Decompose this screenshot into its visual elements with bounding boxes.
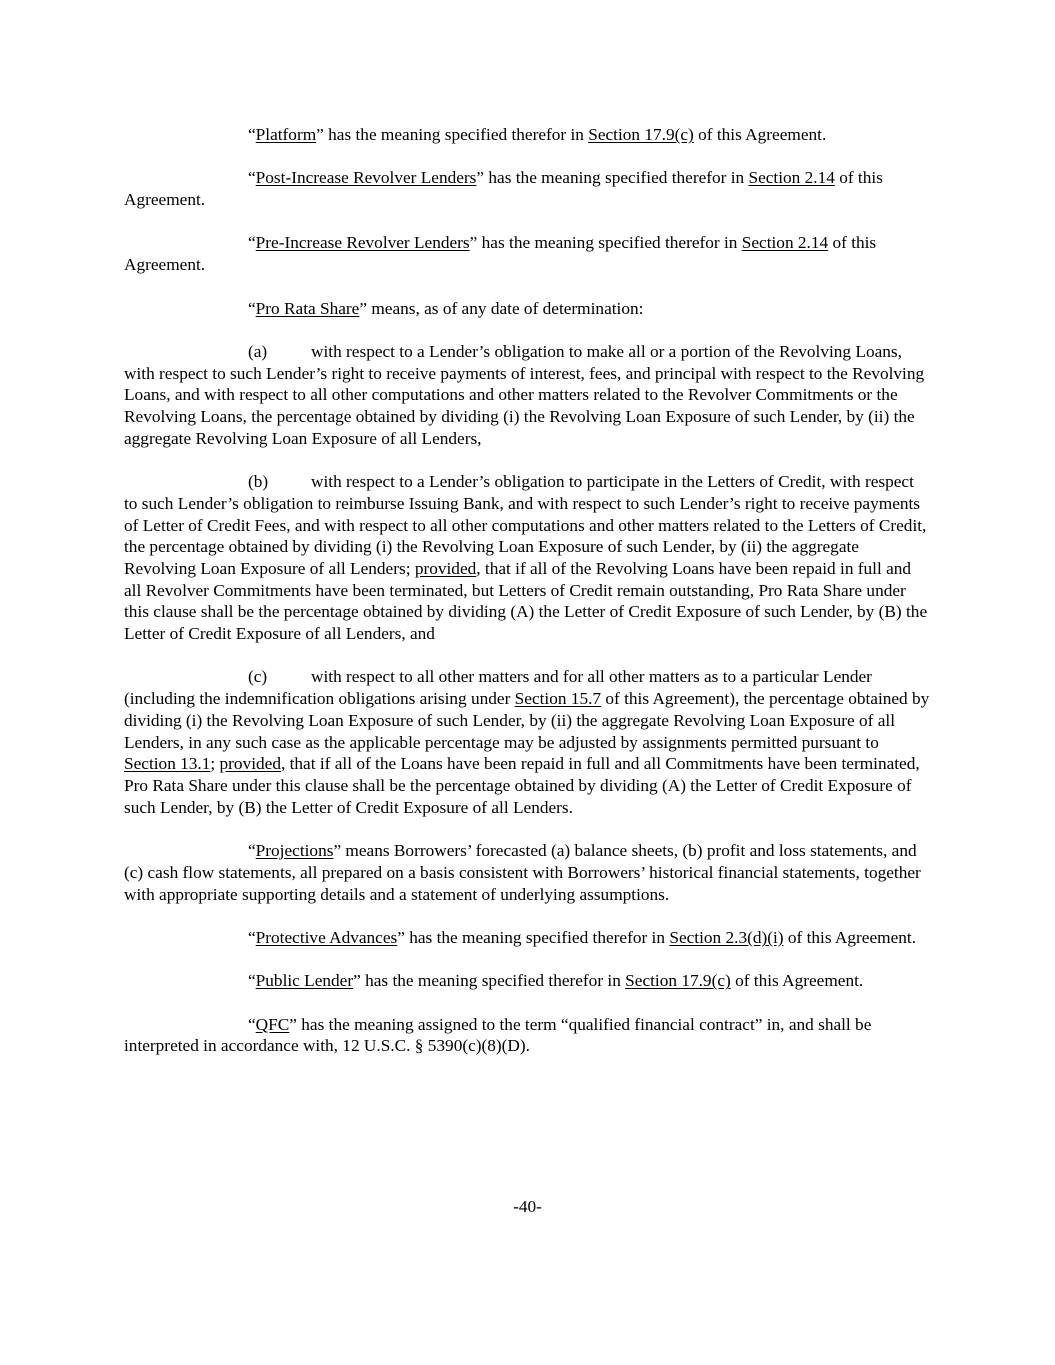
text-run: “ bbox=[248, 971, 256, 991]
text-run: , that if all of the Revolving Loans have been repaid in full and all Revolver Commitments have been terminated, but Letters of Credit remain outstanding, Pro Rata Share under this clause shall be the percentage obtained by dividing (A) the Letter of Credit Exposure of such Lender, by (B) the Letter of Credit Exposure of all Lenders, and bbox=[124, 558, 928, 644]
text-run: of this Agreement), the percentage obtained by dividing (i) the Revolving Loan Exposure of such Lender, by (ii) the aggregate Revolving Loan Exposure of all Lenders, in any such case as the applicable percentage may be adjusted by assignments permitted pursuant to bbox=[124, 689, 930, 752]
definition-paragraph bbox=[124, 840, 930, 905]
underlined-term: Section 2.14 bbox=[741, 233, 829, 253]
text-run: “ bbox=[248, 927, 256, 947]
text-run: , that if all of the Loans have been repaid in full and all Commitments have been terminated, Pro Rata Share under this clause shall be the percentage obtained by dividing (A) the Letter of Credit Exposure of such Lender, by (B) the Letter of Credit Exposure of all Lenders. bbox=[124, 754, 920, 817]
definition-paragraph bbox=[124, 298, 930, 320]
definition-clause bbox=[124, 471, 930, 645]
text-run: “ bbox=[248, 125, 256, 144]
text-run: “ bbox=[248, 841, 256, 861]
text-run: ” has the meaning specified therefor in bbox=[353, 971, 626, 991]
underlined-term: Section 17.9(c) bbox=[625, 971, 731, 991]
text-run: ; bbox=[210, 754, 220, 774]
underlined-term: Section 17.9(c) bbox=[588, 125, 694, 144]
text-run: “ bbox=[248, 298, 256, 318]
text-run: of this Agreement. bbox=[124, 168, 883, 210]
underlined-term: Protective Advances bbox=[255, 927, 398, 947]
definition-paragraph bbox=[124, 232, 930, 275]
definition-clause bbox=[124, 666, 930, 818]
text-run: ” has the meaning specified therefor in bbox=[316, 125, 589, 144]
clause-label: (b) bbox=[248, 472, 269, 492]
text-run: with respect to all other matters and for all other matters as to a particular Lender (including the indemnification obligations arising under bbox=[124, 667, 872, 709]
text-run: ” means Borrowers’ forecasted (a) balance sheets, (b) profit and loss statements, and (c) cash flow statements, all prepared on a basis consistent with Borrowers’ historical financial statements, together with appropriate supporting details and a statement of underlying assumptions. bbox=[124, 841, 921, 904]
underlined-term: Pre-Increase Revolver Lenders bbox=[255, 233, 470, 253]
text-run: ” has the meaning assigned to the term “qualified financial contract” in, and shall be interpreted in accordance with, 12 U.S.C. § 5390(c)(8)(D). bbox=[124, 1014, 872, 1056]
definition-paragraph bbox=[124, 167, 930, 210]
underlined-term: Pro Rata Share bbox=[255, 298, 360, 318]
underlined-term: Section 15.7 bbox=[514, 689, 602, 709]
document-body bbox=[124, 124, 930, 1079]
text-run: “ bbox=[248, 1014, 256, 1034]
text-run: with respect to a Lender’s obligation to make all or a portion of the Revolving Loans, with respect to such Lender’s right to receive payments of interest, fees, and principal with respect to the Revolving Loans, and with respect to all other computations and other matters related to the Revolver Commitments or the Revolving Loans, the percentage obtained by dividing (i) the Revolving Loan Exposure of such Lender, by (ii) the aggregate Revolving Loan Exposure of all Lenders, bbox=[124, 341, 925, 448]
clause-label: (a) bbox=[248, 341, 268, 361]
definition-clause bbox=[124, 341, 930, 450]
underlined-term: provided bbox=[414, 558, 477, 578]
definition-paragraph bbox=[124, 1014, 930, 1057]
underlined-term: provided bbox=[219, 754, 281, 774]
text-run: of this Agreement. bbox=[124, 233, 877, 275]
underlined-term: Section 13.1 bbox=[124, 754, 211, 774]
clause-label: (c) bbox=[248, 667, 268, 687]
text-run: of this Agreement. bbox=[730, 971, 864, 991]
text-run: ” means, as of any date of determination: bbox=[359, 298, 644, 318]
underlined-term: Projections bbox=[255, 841, 334, 861]
definition-paragraph bbox=[124, 970, 930, 992]
underlined-term: Section 2.3(d)(i) bbox=[669, 927, 784, 947]
underlined-term: Platform bbox=[255, 125, 317, 144]
text-run: of this Agreement. bbox=[783, 927, 917, 947]
page-number: -40- bbox=[513, 1197, 542, 1216]
text-run: “ bbox=[248, 168, 256, 188]
definition-paragraph bbox=[124, 124, 930, 146]
text-run: ” has the meaning specified therefor in bbox=[476, 168, 749, 188]
text-run: “ bbox=[248, 233, 256, 253]
definition-paragraph bbox=[124, 927, 930, 949]
underlined-term: Section 2.14 bbox=[748, 168, 835, 188]
underlined-term: QFC bbox=[255, 1014, 290, 1034]
underlined-term: Post-Increase Revolver Lenders bbox=[255, 168, 477, 188]
text-run: ” has the meaning specified therefor in bbox=[469, 233, 742, 253]
text-run: of this Agreement. bbox=[693, 125, 827, 144]
text-run: with respect to a Lender’s obligation to participate in the Letters of Credit, with respect to such Lender’s obligation to reimburse Issuing Bank, and with respect to such Lender’s right to receive payments of Letter of Credit Fees, and with respect to all other computations and other matters related to the Letters of Credit, the percentage obtained by dividing (i) the Revolving Loan Exposure of such Lender, by (ii) the aggregate Revolving Loan Exposure of all Lenders; bbox=[124, 472, 927, 578]
underlined-term: Public Lender bbox=[255, 971, 354, 991]
text-run: ” has the meaning specified therefor in bbox=[397, 927, 670, 947]
